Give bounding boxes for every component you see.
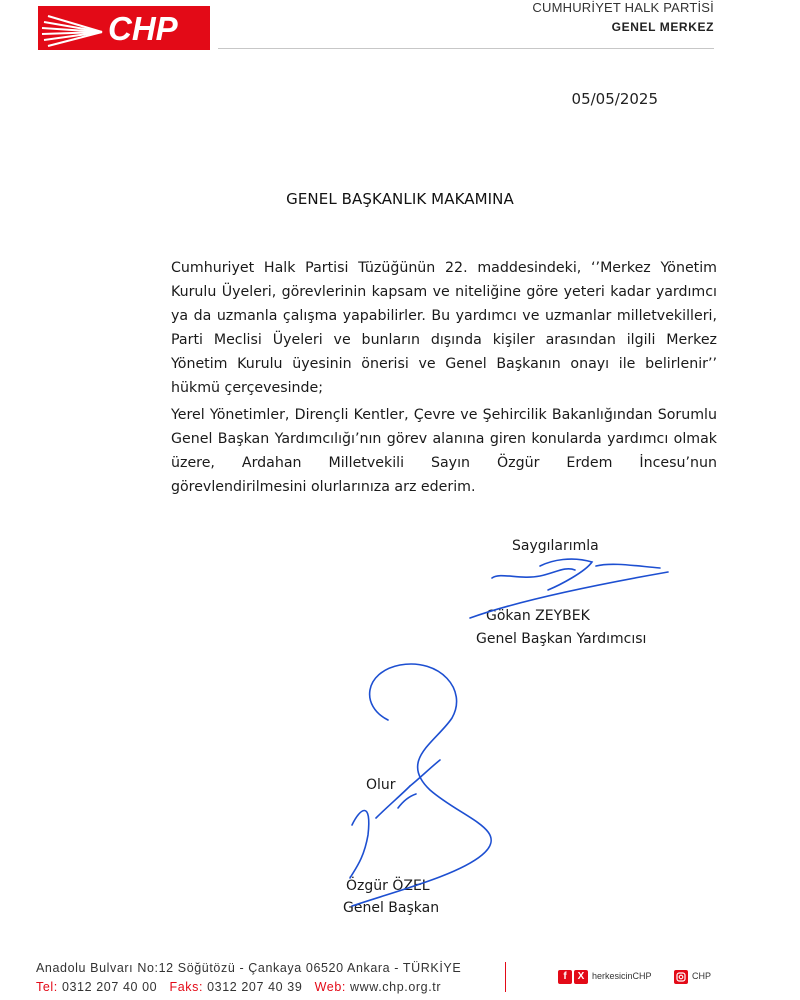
chp-logo: [38, 6, 210, 50]
approver-title: Genel Başkan: [343, 900, 440, 916]
party-name: CUMHURİYET HALK PARTİSİ: [532, 0, 714, 15]
header-divider: [218, 48, 714, 49]
tel-label: Tel:: [36, 980, 58, 994]
instagram-icon[interactable]: [674, 970, 688, 984]
signer-title: Genel Başkan Yardımcısı: [476, 631, 647, 647]
letter-date: 05/05/2025: [571, 90, 658, 108]
signer-name: Gökan ZEYBEK: [486, 608, 590, 624]
footer-address: Anadolu Bulvarı No:12 Söğütözü - Çankaya 06520 Ankara - TÜRKİYE: [36, 961, 462, 975]
footer-divider: [505, 962, 506, 992]
instagram-glyph: [674, 970, 688, 984]
paragraph-2: Yerel Yönetimler, Dirençli Kentler, Çevre ve Şehircilik Bakanlığından Sorumlu Genel Başkan Yardımcılığı’nın görev alanına giren konularda yardımcı olmak üzere, Ardahan Milletvekili Sayın Özgür Erdem İncesu’nun görevlendirilmesini olurlarınıza arz ederim.: [171, 407, 717, 495]
x-icon[interactable]: X: [574, 970, 588, 984]
paragraph-1: Cumhuriyet Halk Partisi Tüzüğünün 22. maddesindeki, ‘’Merkez Yönetim Kurulu Üyeleri, görevlerinin kapsam ve niteliğine göre yeteri kadar yardımcı ya da uzmanla çalışma yapabilirler. Bu yardımcı ve uzmanlar milletvekilleri, Parti Meclisi Üyeleri ve bunların dışında kişiler arasından ilgili Merkez Yönetim Kurulu üyesinin önerisi ve Genel Başkanın onayı ile belirlenir’’ hükmü çerçevesinde;: [171, 260, 717, 396]
instagram-name[interactable]: CHP: [692, 971, 712, 981]
fax-number: 0312 207 40 39: [207, 980, 303, 994]
logo-text: CHP: [108, 10, 178, 47]
six-arrows-logo-icon: [38, 6, 108, 50]
social-handle[interactable]: herkesicinCHP: [592, 971, 652, 981]
facebook-icon[interactable]: f: [558, 970, 572, 984]
web-label: Web:: [314, 980, 346, 994]
fax-label: Faks:: [169, 980, 204, 994]
closing-salutation: Saygılarımla: [512, 538, 599, 554]
approval-word: Olur: [366, 777, 396, 793]
headquarters-name: GENEL MERKEZ: [611, 20, 714, 34]
addressee: GENEL BAŞKANLIK MAKAMINA: [286, 190, 514, 208]
web-link[interactable]: www.chp.org.tr: [350, 980, 442, 994]
tel-number: 0312 207 40 00: [61, 980, 158, 994]
approver-name: Özgür ÖZEL: [346, 878, 430, 894]
footer-contact: [36, 980, 441, 994]
